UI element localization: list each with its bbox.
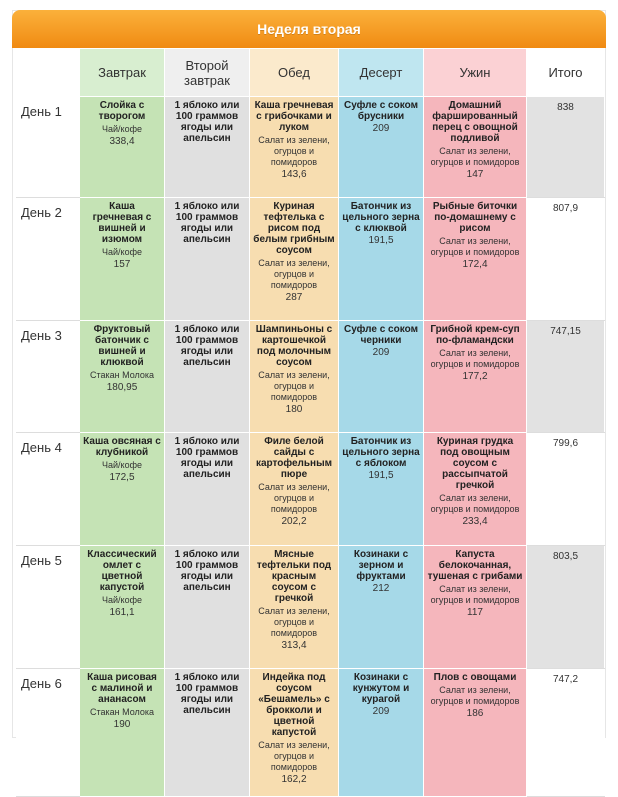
- dish-name: Индейка под соусом «Бешамель» с брокколи и цветной капустой: [258, 672, 330, 738]
- dish-name: Классический омлет с цветной капустой: [87, 549, 157, 593]
- day-label: День 1: [17, 97, 80, 198]
- dinner-cell: [424, 97, 527, 198]
- dessert-cell: [339, 433, 424, 546]
- calories: 180,95: [106, 382, 138, 393]
- dish-name: Батончик из цельного зерна с яблоком: [342, 436, 420, 469]
- dish-name: Рыбные биточки по-домашнему с рисом: [432, 201, 518, 234]
- side-item: Чай/кофе: [102, 124, 142, 134]
- dish-name: Фруктовый батончик с вишней и клюквой: [93, 324, 151, 368]
- second-breakfast-cell: [165, 97, 250, 198]
- dish-name: Каша рисовая с малиной и ананасом: [87, 672, 157, 705]
- calories: 117: [467, 607, 483, 618]
- total-calories: 747,2: [527, 669, 605, 797]
- side-item: Салат из зелени, огурцов и помидоров: [430, 584, 520, 605]
- side-item: Стакан Молока: [89, 707, 155, 717]
- table-row: [17, 321, 605, 433]
- dish-name: Грибной крем-суп по-фламандски: [430, 324, 520, 346]
- calories: 147: [466, 169, 484, 180]
- dish-name: Шампиньоны с картошечкой под молочным соусом: [255, 324, 333, 368]
- side-item: Салат из зелени, огурцов и помидоров: [430, 146, 520, 167]
- total-calories: 799,6: [527, 433, 605, 546]
- table-row: [17, 97, 605, 198]
- calories: 313,4: [281, 640, 307, 651]
- breakfast-cell: [80, 321, 165, 433]
- second-breakfast-cell: [165, 321, 250, 433]
- calories: 157: [113, 259, 131, 270]
- side-item: Чай/кофе: [102, 595, 142, 605]
- lunch-cell: [250, 321, 339, 433]
- second-breakfast-cell: [165, 433, 250, 546]
- breakfast-cell: [80, 198, 165, 321]
- dessert-cell: [339, 97, 424, 198]
- dish-name: 1 яблоко или 100 граммов ягоды или апельсин: [174, 100, 240, 144]
- calories: 287: [285, 292, 303, 303]
- header-row: [17, 49, 605, 97]
- menu-table: [16, 48, 605, 797]
- side-item: Стакан Молока: [89, 370, 155, 380]
- table-row: [17, 198, 605, 321]
- dish-name: 1 яблоко или 100 граммов ягоды или апельсин: [174, 549, 240, 593]
- lunch-cell: [250, 669, 339, 797]
- calories: 191,5: [368, 235, 394, 246]
- lunch-cell: [250, 97, 339, 198]
- day-label: День 3: [17, 321, 80, 433]
- day-label: День 6: [17, 669, 80, 797]
- dinner-cell: [424, 669, 527, 797]
- side-item: Салат из зелени, огурцов и помидоров: [258, 482, 330, 514]
- week-title: Неделя вторая: [12, 10, 606, 48]
- dish-name: Плов с овощами: [433, 672, 517, 683]
- total-calories: 807,9: [527, 198, 605, 321]
- calories: 172,5: [109, 472, 135, 483]
- day-label: День 2: [17, 198, 80, 321]
- side-item: Салат из зелени, огурцов и помидоров: [258, 740, 330, 772]
- calories: 161,1: [109, 607, 135, 618]
- dish-name: 1 яблоко или 100 граммов ягоды или апельсин: [174, 324, 240, 368]
- calories: 209: [372, 706, 390, 717]
- header-dessert: Десерт: [339, 49, 424, 97]
- table-row: [17, 433, 605, 546]
- second-breakfast-cell: [165, 546, 250, 669]
- dish-name: Куриная грудка под овощным соусом с рассыпчатой гречкой: [436, 436, 514, 491]
- calories: 338,4: [109, 136, 135, 147]
- dish-name: 1 яблоко или 100 граммов ягоды или апельсин: [174, 436, 240, 480]
- table-row: [17, 669, 605, 797]
- dish-name: Филе белой сайды с картофельным пюре: [255, 436, 333, 480]
- day-label: День 5: [17, 546, 80, 669]
- side-item: Салат из зелени, огурцов и помидоров: [430, 685, 520, 706]
- header-day: [17, 49, 80, 97]
- second-breakfast-cell: [165, 669, 250, 797]
- dessert-cell: [339, 546, 424, 669]
- dish-name: Каша овсяная с клубникой: [83, 436, 161, 458]
- dinner-cell: [424, 546, 527, 669]
- calories: 143,6: [281, 169, 307, 180]
- side-item: Салат из зелени, огурцов и помидоров: [258, 135, 330, 167]
- lunch-cell: [250, 546, 339, 669]
- header-lunch: Обед: [250, 49, 339, 97]
- day-label: День 4: [17, 433, 80, 546]
- breakfast-cell: [80, 433, 165, 546]
- dessert-cell: [339, 669, 424, 797]
- total-calories: 838: [527, 97, 605, 198]
- dish-name: Слойка с творогом: [98, 100, 146, 122]
- dinner-cell: [424, 321, 527, 433]
- side-item: Салат из зелени, огурцов и помидоров: [258, 258, 330, 290]
- dish-name: Капуста белокочанная, тушеная с грибами: [427, 549, 523, 582]
- breakfast-cell: [80, 669, 165, 797]
- lunch-cell: [250, 433, 339, 546]
- dinner-cell: [424, 433, 527, 546]
- dish-name: Батончик из цельного зерна с клюквой: [342, 201, 420, 234]
- dish-name: 1 яблоко или 100 граммов ягоды или апельсин: [174, 201, 240, 245]
- header-second-breakfast: Второй завтрак: [165, 49, 250, 97]
- calories: 177,2: [462, 371, 488, 382]
- dish-name: Куриная тефтелька с рисом под белым грибным соусом: [253, 201, 335, 256]
- dessert-cell: [339, 321, 424, 433]
- header-total: Итого: [527, 49, 605, 97]
- breakfast-cell: [80, 97, 165, 198]
- calories: 209: [372, 347, 390, 358]
- total-calories: 803,5: [527, 546, 605, 669]
- breakfast-cell: [80, 546, 165, 669]
- dish-name: Козинаки с зерном и фруктами: [353, 549, 409, 582]
- calories: 233,4: [462, 516, 488, 527]
- side-item: Чай/кофе: [102, 460, 142, 470]
- side-item: Салат из зелени, огурцов и помидоров: [258, 370, 330, 402]
- side-item: Салат из зелени, огурцов и помидоров: [258, 606, 330, 638]
- calories: 162,2: [281, 774, 307, 785]
- dish-name: 1 яблоко или 100 граммов ягоды или апельсин: [174, 672, 240, 716]
- dish-name: Каша гречневая с грибочками и луком: [254, 100, 334, 133]
- lunch-cell: [250, 198, 339, 321]
- dish-name: Мясные тефтельки под красным соусом с гречкой: [256, 549, 332, 604]
- dish-name: Домашний фаршированный перец с овощной подливой: [432, 100, 518, 144]
- dish-name: Суфле с соком черники: [344, 324, 418, 346]
- side-item: Салат из зелени, огурцов и помидоров: [430, 348, 520, 369]
- calories: 190: [113, 719, 131, 730]
- dessert-cell: [339, 198, 424, 321]
- calories: 202,2: [281, 516, 307, 527]
- header-dinner: Ужин: [424, 49, 527, 97]
- calories: 180: [285, 404, 303, 415]
- calories: 172,4: [462, 259, 488, 270]
- calories: 191,5: [368, 470, 394, 481]
- total-calories: 747,15: [527, 321, 605, 433]
- second-breakfast-cell: [165, 198, 250, 321]
- calories: 209: [372, 123, 390, 134]
- dinner-cell: [424, 198, 527, 321]
- header-breakfast: Завтрак: [80, 49, 165, 97]
- side-item: Салат из зелени, огурцов и помидоров: [430, 236, 520, 257]
- side-item: Салат из зелени, огурцов и помидоров: [430, 493, 520, 514]
- dish-name: Суфле с соком брусники: [344, 100, 418, 122]
- dish-name: Каша гречневая с вишней и изюмом: [92, 201, 152, 245]
- dish-name: Козинаки с кунжутом и курагой: [352, 672, 410, 705]
- table-row: [17, 546, 605, 669]
- calories: 212: [372, 583, 390, 594]
- side-item: Чай/кофе: [102, 247, 142, 257]
- calories: 186: [466, 708, 484, 719]
